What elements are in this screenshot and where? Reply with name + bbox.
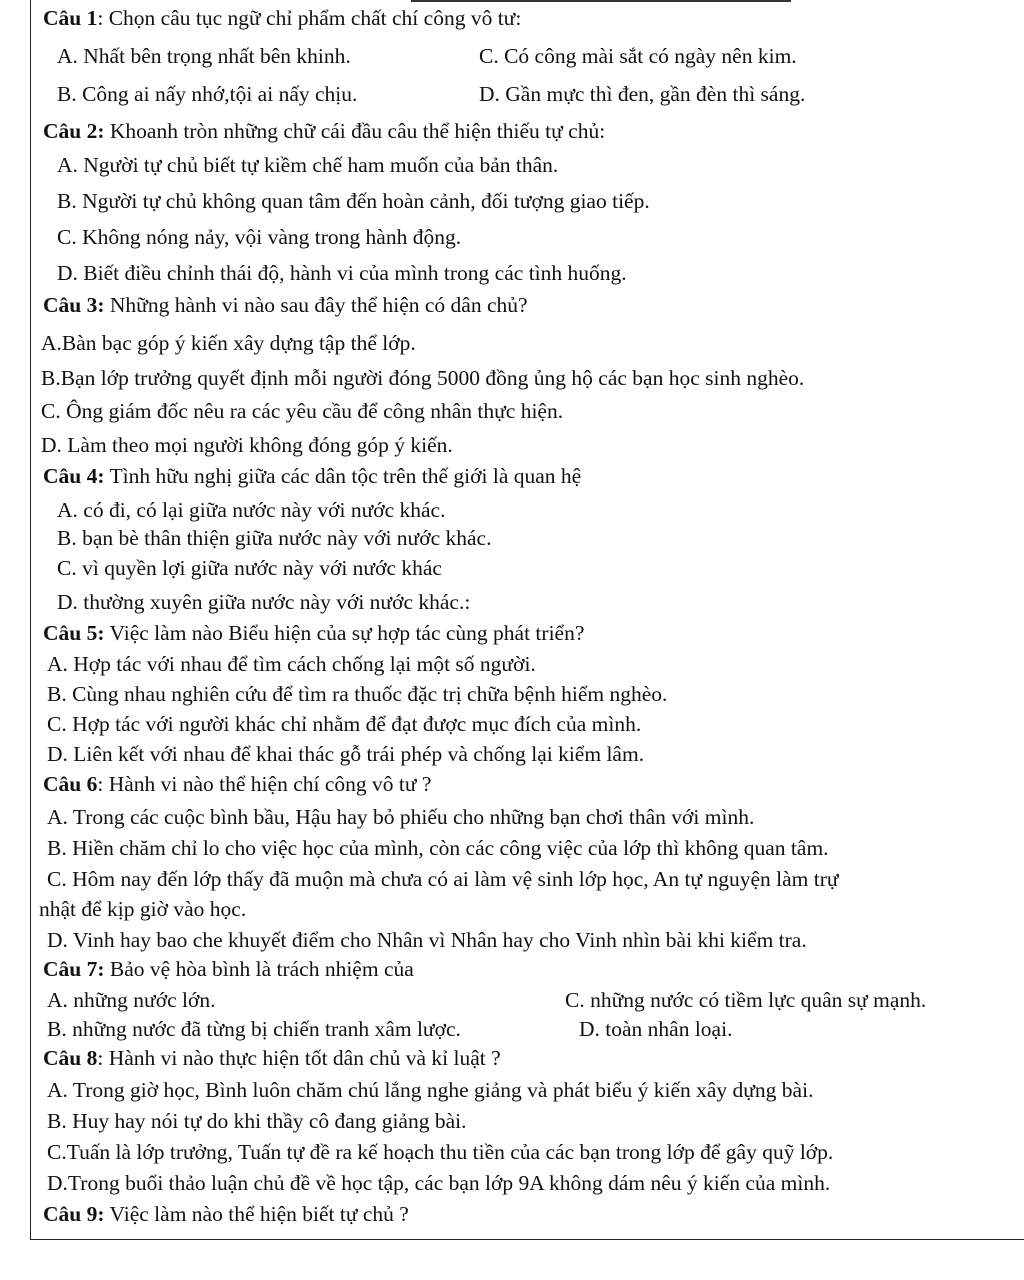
- question-2-option-b: B. Người tự chủ không quan tâm đến hoàn cảnh, đối tượng giao tiếp.: [57, 189, 650, 213]
- question-1-option-c: C. Có công mài sắt có ngày nên kim.: [479, 44, 797, 68]
- question-2-stem: Câu 2: Khoanh tròn những chữ cái đầu câu thể hiện thiếu tự chủ:: [43, 119, 606, 143]
- question-8-label: Câu 8: [43, 1046, 98, 1070]
- question-5-option-a: A. Hợp tác với nhau để tìm cách chống lại một số người.: [47, 652, 536, 676]
- question-2-label: Câu 2:: [43, 119, 105, 143]
- question-8-option-b: B. Huy hay nói tự do khi thầy cô đang giảng bài.: [47, 1109, 467, 1133]
- question-6-option-c-line2: nhật để kịp giờ vào học.: [39, 897, 247, 921]
- question-6-stem: Câu 6: Hành vi nào thể hiện chí công vô tư ?: [43, 772, 432, 796]
- question-7-option-d: D. toàn nhân loại.: [579, 1017, 733, 1041]
- question-7-option-c: C. những nước có tiềm lực quân sự mạnh.: [565, 988, 927, 1012]
- question-3-label: Câu 3:: [43, 293, 105, 317]
- question-7-label: Câu 7:: [43, 957, 105, 981]
- question-4-option-a: A. có đi, có lại giữa nước này với nước khác.: [57, 498, 446, 522]
- question-6-label: Câu 6: [43, 772, 98, 796]
- question-8-stem: Câu 8: Hành vi nào thực hiện tốt dân chủ và kỉ luật ?: [43, 1046, 501, 1070]
- question-9-label: Câu 9:: [43, 1202, 105, 1226]
- question-4-stem: Câu 4: Tình hữu nghị giữa các dân tộc trên thế giới là quan hệ: [43, 464, 582, 488]
- question-3-stem: Câu 3: Những hành vi nào sau đây thể hiện có dân chủ?: [43, 293, 528, 317]
- question-6-option-d: D. Vinh hay bao che khuyết điểm cho Nhân vì Nhân hay cho Vinh nhìn bài khi kiểm tra.: [47, 928, 807, 952]
- question-9-stem: Câu 9: Việc làm nào thể hiện biết tự chủ ?: [43, 1202, 409, 1226]
- question-1-option-b: B. Công ai nấy nhớ,tội ai nấy chịu.: [57, 82, 358, 106]
- question-1-stem: Câu 1: Chọn câu tục ngữ chỉ phẩm chất chí công vô tư:: [43, 6, 522, 30]
- question-3-option-d: D. Làm theo mọi người không đóng góp ý kiến.: [41, 433, 453, 457]
- question-3-option-a: A.Bàn bạc góp ý kiến xây dựng tập thể lớp.: [41, 331, 416, 355]
- question-1-option-a: A. Nhất bên trọng nhất bên khinh.: [57, 44, 351, 68]
- question-7-option-a: A. những nước lớn.: [47, 988, 216, 1012]
- quiz-sheet: [30, 0, 1024, 1240]
- question-7-stem: Câu 7: Bảo vệ hòa bình là trách nhiệm của: [43, 957, 414, 981]
- question-1-label: Câu 1: [43, 6, 98, 30]
- question-5-label: Câu 5:: [43, 621, 105, 645]
- question-3-option-c: C. Ông giám đốc nêu ra các yêu cầu để công nhân thực hiện.: [41, 399, 564, 423]
- question-2-option-a: A. Người tự chủ biết tự kiềm chế ham muốn của bản thân.: [57, 153, 559, 177]
- question-8-option-a: A. Trong giờ học, Bình luôn chăm chú lắng nghe giảng và phát biểu ý kiến xây dựng bài.: [47, 1078, 814, 1102]
- question-4-option-b: B. bạn bè thân thiện giữa nước này với nước khác.: [57, 526, 492, 550]
- question-5-option-b: B. Cùng nhau nghiên cứu để tìm ra thuốc đặc trị chữa bệnh hiểm nghèo.: [47, 682, 668, 706]
- question-5-option-c: C. Hợp tác với người khác chỉ nhằm để đạt được mục đích của mình.: [47, 712, 642, 736]
- question-3-option-b: B.Bạn lớp trưởng quyết định mỗi người đóng 5000 đồng ủng hộ các bạn học sinh nghèo.: [41, 366, 805, 390]
- question-2-option-c: C. Không nóng nảy, vội vàng trong hành động.: [57, 225, 462, 249]
- question-8-option-c: C.Tuấn là lớp trưởng, Tuấn tự đề ra kế hoạch thu tiền của các bạn trong lớp để gây quỹ lớp.: [47, 1140, 834, 1164]
- question-6-option-a: A. Trong các cuộc bình bầu, Hậu hay bỏ phiếu cho những bạn chơi thân với mình.: [47, 805, 755, 829]
- question-2-option-d: D. Biết điều chỉnh thái độ, hành vi của mình trong các tình huống.: [57, 261, 627, 285]
- question-5-stem: Câu 5: Việc làm nào Biểu hiện của sự hợp tác cùng phát triển?: [43, 621, 585, 645]
- question-4-option-c: C. vì quyền lợi giữa nước này với nước khác: [57, 556, 442, 580]
- question-6-option-b: B. Hiền chăm chỉ lo cho việc học của mình, còn các công việc của lớp thì không quan tâm.: [47, 836, 829, 860]
- question-1-option-d: D. Gần mực thì đen, gần đèn thì sáng.: [479, 82, 806, 106]
- question-6-option-c-line1: C. Hôm nay đến lớp thấy đã muộn mà chưa có ai làm vệ sinh lớp học, An tự nguyện làm trự: [47, 867, 839, 891]
- question-4-label: Câu 4:: [43, 464, 105, 488]
- question-8-option-d: D.Trong buổi thảo luận chủ đề về học tập, các bạn lớp 9A không dám nêu ý kiến của mình.: [47, 1171, 831, 1195]
- question-7-option-b: B. những nước đã từng bị chiến tranh xâm lược.: [47, 1017, 461, 1041]
- question-5-option-d: D. Liên kết với nhau để khai thác gỗ trái phép và chống lại kiểm lâm.: [47, 742, 645, 766]
- question-4-option-d: D. thường xuyên giữa nước này với nước khác.:: [57, 590, 471, 614]
